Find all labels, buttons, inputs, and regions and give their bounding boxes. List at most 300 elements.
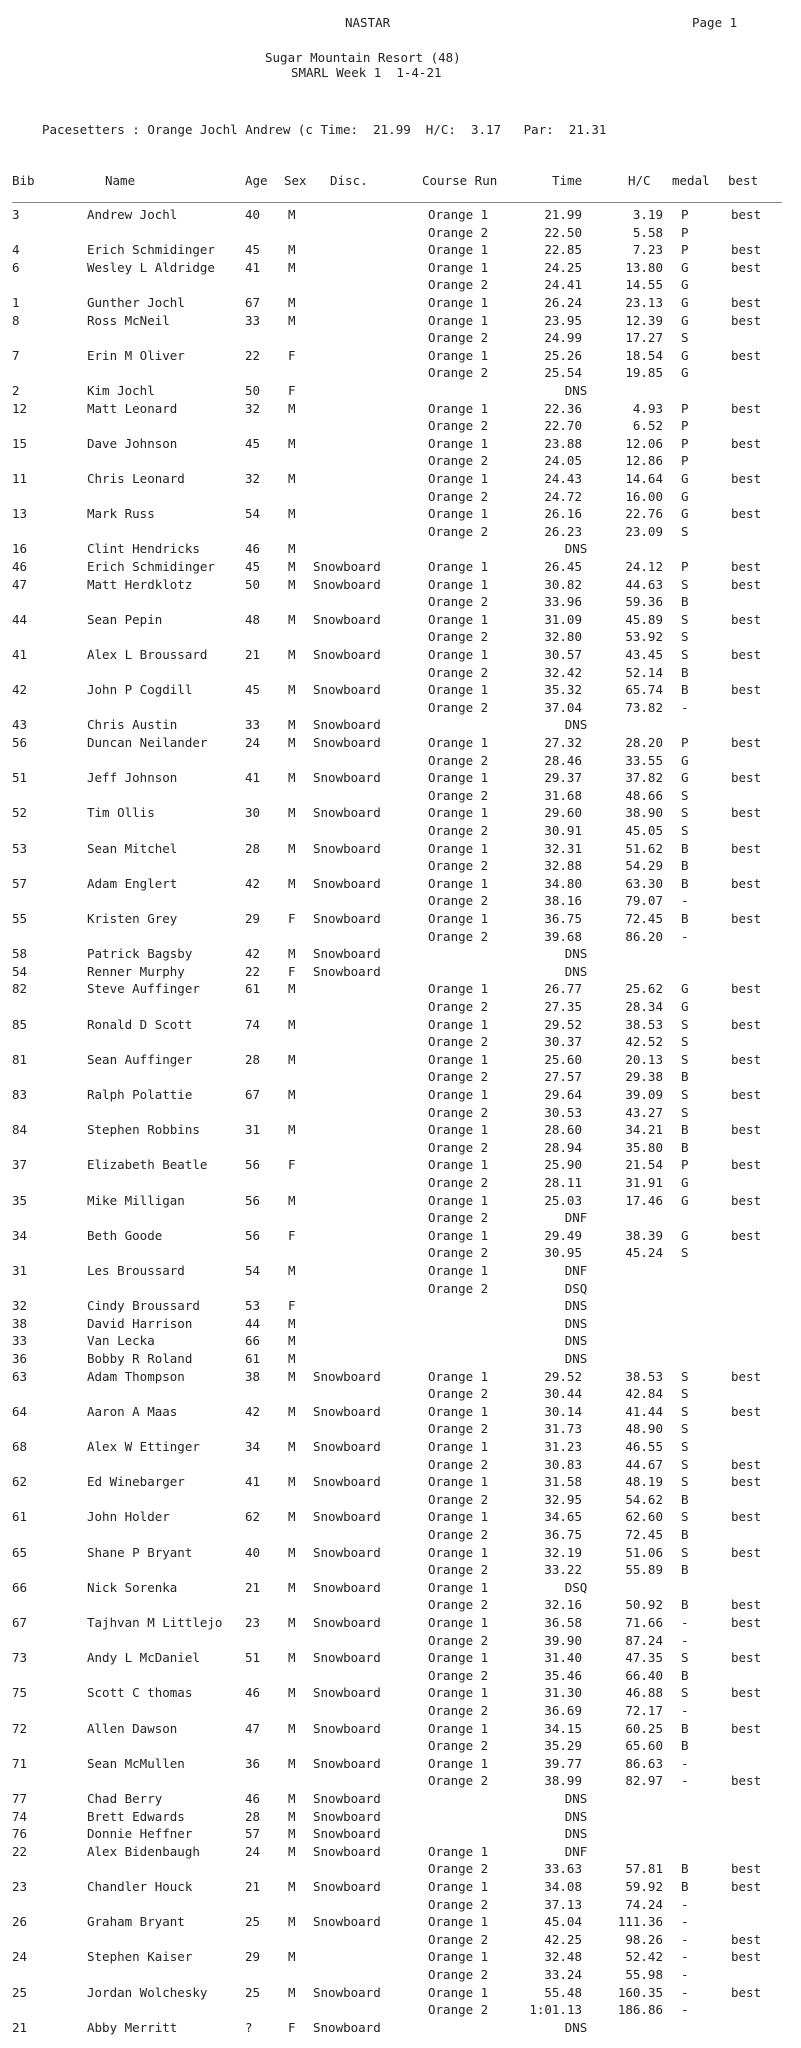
best-cell: best xyxy=(731,1931,762,1947)
handicap-cell: 46.55 xyxy=(625,1439,663,1454)
name-cell: Renner Murphy xyxy=(87,963,185,979)
course-run-cell: Orange 2 xyxy=(428,224,489,240)
sex-cell: M xyxy=(288,295,296,310)
handicap-cell: 186.86 xyxy=(617,2002,663,2018)
age-cell: 56 xyxy=(245,1227,261,1243)
time-cell: 39.68 xyxy=(544,928,582,944)
handicap-cell: 17.27 xyxy=(625,330,663,346)
sex-cell: M xyxy=(288,435,296,451)
name-cell: Ross McNeil xyxy=(87,312,170,328)
name-cell: John P Cogdill xyxy=(87,682,193,698)
name-cell: Brett Edwards xyxy=(87,1808,185,1824)
bib-cell: 85 xyxy=(12,1016,28,1032)
time-cell: 36.75 xyxy=(544,1527,582,1542)
medal-cell: S xyxy=(681,1421,689,1437)
handicap-cell: 18.54 xyxy=(625,347,663,363)
time-cell: 26.24 xyxy=(544,295,582,310)
time-cell: 38.16 xyxy=(544,893,582,909)
handicap-cell: 86.63 xyxy=(625,1755,663,1771)
sex-cell: M xyxy=(288,400,296,416)
name-cell: Wesley L Aldridge xyxy=(87,259,215,275)
time-cell: 29.37 xyxy=(544,770,582,786)
course-run-cell: Orange 1 xyxy=(428,1650,489,1666)
bib-cell: 63 xyxy=(12,1368,28,1384)
best-cell: best xyxy=(731,805,762,821)
best-cell: best xyxy=(731,875,762,891)
sex-cell: F xyxy=(288,1298,296,1314)
discipline-cell: Snowboard xyxy=(313,1791,381,1806)
course-run-cell: Orange 2 xyxy=(428,594,489,610)
best-cell: best xyxy=(731,1949,762,1965)
time-cell: 22.85 xyxy=(544,242,582,258)
discipline-cell: Snowboard xyxy=(313,1826,381,1842)
col-header-disc: Disc. xyxy=(330,173,368,188)
handicap-cell: 35.80 xyxy=(625,1139,663,1155)
medal-cell: S xyxy=(681,1386,689,1402)
time-cell: 32.80 xyxy=(544,629,582,645)
handicap-cell: 54.62 xyxy=(625,1491,663,1507)
bib-cell: 8 xyxy=(12,312,20,328)
col-header-bib: Bib xyxy=(12,173,35,188)
handicap-cell: 12.39 xyxy=(625,312,663,328)
name-cell: Sean Mitchel xyxy=(87,840,178,856)
best-cell: best xyxy=(731,1544,762,1560)
best-cell: best xyxy=(731,506,762,522)
bib-cell: 31 xyxy=(12,1263,28,1278)
handicap-cell: 111.36 xyxy=(617,1914,663,1930)
handicap-cell: 63.30 xyxy=(625,875,663,891)
handicap-cell: 24.12 xyxy=(625,559,663,574)
age-cell: 62 xyxy=(245,1509,261,1525)
course-run-cell: Orange 2 xyxy=(428,1034,489,1050)
course-run-cell: Orange 2 xyxy=(428,1280,489,1296)
course-run-cell: Orange 1 xyxy=(428,1579,489,1595)
course-run-cell: Orange 1 xyxy=(428,295,489,310)
sex-cell: M xyxy=(288,875,296,891)
sex-cell: M xyxy=(288,559,296,574)
medal-cell: G xyxy=(681,471,689,486)
name-cell: John Holder xyxy=(87,1509,170,1525)
age-cell: 45 xyxy=(245,559,261,574)
age-cell: 47 xyxy=(245,1720,261,1736)
best-cell: best xyxy=(731,242,762,258)
medal-cell: S xyxy=(681,1368,689,1384)
name-cell: Erich Schmidinger xyxy=(87,559,215,574)
course-run-cell: Orange 1 xyxy=(428,611,489,627)
bib-cell: 77 xyxy=(12,1791,28,1806)
sex-cell: M xyxy=(288,1439,296,1454)
discipline-cell: Snowboard xyxy=(313,647,381,662)
age-cell: 51 xyxy=(245,1650,261,1666)
time-cell: 34.80 xyxy=(544,875,582,891)
medal-cell: B xyxy=(681,1597,689,1613)
medal-cell: G xyxy=(681,999,689,1014)
bib-cell: 26 xyxy=(12,1914,28,1930)
discipline-cell: Snowboard xyxy=(313,1509,381,1525)
medal-cell: G xyxy=(681,295,689,310)
medal-cell: G xyxy=(681,365,689,381)
col-header-hc: H/C xyxy=(628,173,651,188)
name-cell: Les Broussard xyxy=(87,1263,185,1278)
age-cell: 50 xyxy=(245,383,261,398)
time-cell: 29.60 xyxy=(544,805,582,821)
best-cell: best xyxy=(731,1685,762,1701)
handicap-cell: 19.85 xyxy=(625,365,663,381)
best-cell: best xyxy=(731,1368,762,1384)
discipline-cell: Snowboard xyxy=(313,1579,381,1595)
course-run-cell: Orange 2 xyxy=(428,1703,489,1718)
best-cell: best xyxy=(731,435,762,451)
name-cell: Clint Hendricks xyxy=(87,541,200,557)
age-cell: 42 xyxy=(245,946,261,962)
age-cell: 46 xyxy=(245,1685,261,1701)
course-run-cell: Orange 2 xyxy=(428,1245,489,1261)
time-cell: 28.11 xyxy=(544,1175,582,1190)
medal-cell: S xyxy=(681,787,689,803)
handicap-cell: 12.86 xyxy=(625,453,663,469)
time-cell: 34.15 xyxy=(544,1720,582,1736)
age-cell: 32 xyxy=(245,471,261,486)
medal-cell: - xyxy=(681,1896,689,1912)
handicap-cell: 44.63 xyxy=(625,576,663,592)
discipline-cell: Snowboard xyxy=(313,2019,381,2035)
name-cell: David Harrison xyxy=(87,1315,193,1331)
best-cell: best xyxy=(731,1122,762,1138)
medal-cell: P xyxy=(681,1157,689,1173)
age-cell: 40 xyxy=(245,207,261,222)
org-title: NASTAR xyxy=(345,15,391,30)
medal-cell: S xyxy=(681,1544,689,1560)
discipline-cell: Snowboard xyxy=(313,1368,381,1384)
name-cell: Abby Merritt xyxy=(87,2019,178,2035)
course-run-cell: Orange 1 xyxy=(428,259,489,275)
name-cell: Alex Bidenbaugh xyxy=(87,1843,200,1859)
time-cell: 21.99 xyxy=(544,207,582,222)
handicap-cell: 41.44 xyxy=(625,1403,663,1419)
bib-cell: 2 xyxy=(12,383,20,398)
medal-cell: G xyxy=(681,259,689,275)
time-cell: 33.24 xyxy=(544,1967,582,1982)
status-cell: DNS xyxy=(564,1826,588,1842)
time-cell: 35.29 xyxy=(544,1738,582,1754)
course-run-cell: Orange 1 xyxy=(428,559,489,574)
medal-cell: B xyxy=(681,1122,689,1138)
handicap-cell: 87.24 xyxy=(625,1632,663,1648)
medal-cell: P xyxy=(681,224,689,240)
course-run-cell: Orange 1 xyxy=(428,1122,489,1138)
time-cell: 31.40 xyxy=(544,1650,582,1666)
bib-cell: 13 xyxy=(12,506,28,522)
medal-cell: S xyxy=(681,330,689,346)
sex-cell: M xyxy=(288,770,296,786)
time-cell: 32.95 xyxy=(544,1491,582,1507)
time-cell: 30.83 xyxy=(544,1456,582,1472)
course-run-cell: Orange 1 xyxy=(428,735,489,750)
sex-cell: M xyxy=(288,946,296,962)
name-cell: Kristen Grey xyxy=(87,911,178,926)
medal-cell: B xyxy=(681,682,689,698)
bib-cell: 53 xyxy=(12,840,28,856)
course-run-cell: Orange 1 xyxy=(428,1984,489,2000)
course-run-cell: Orange 2 xyxy=(428,858,489,874)
age-cell: 61 xyxy=(245,1351,261,1366)
page-number: Page 1 xyxy=(692,15,738,30)
name-cell: Duncan Neilander xyxy=(87,735,208,750)
course-run-cell: Orange 1 xyxy=(428,1192,489,1208)
name-cell: Ralph Polattie xyxy=(87,1087,193,1102)
time-cell: 30.37 xyxy=(544,1034,582,1050)
age-cell: 41 xyxy=(245,1474,261,1490)
medal-cell: S xyxy=(681,1509,689,1525)
medal-cell: S xyxy=(681,1087,689,1102)
discipline-cell: Snowboard xyxy=(313,1403,381,1419)
status-cell: DNS xyxy=(564,383,588,398)
sex-cell: M xyxy=(288,1843,296,1859)
status-cell: DSQ xyxy=(564,1280,588,1296)
bib-cell: 56 xyxy=(12,735,28,750)
bib-cell: 38 xyxy=(12,1315,28,1331)
bib-cell: 58 xyxy=(12,946,28,962)
course-run-cell: Orange 1 xyxy=(428,1016,489,1032)
handicap-cell: 21.54 xyxy=(625,1157,663,1173)
status-cell: DNS xyxy=(564,946,588,962)
age-cell: 42 xyxy=(245,1403,261,1419)
bib-cell: 24 xyxy=(12,1949,28,1965)
medal-cell: S xyxy=(681,1456,689,1472)
age-cell: 45 xyxy=(245,682,261,698)
name-cell: Kim Jochl xyxy=(87,383,155,398)
handicap-cell: 42.84 xyxy=(625,1386,663,1402)
sex-cell: M xyxy=(288,1808,296,1824)
medal-cell: S xyxy=(681,611,689,627)
name-cell: Erin M Oliver xyxy=(87,347,185,363)
handicap-cell: 74.24 xyxy=(625,1896,663,1912)
sex-cell: M xyxy=(288,1192,296,1208)
sex-cell: M xyxy=(288,1333,296,1349)
medal-cell: B xyxy=(681,840,689,856)
name-cell: Andy L McDaniel xyxy=(87,1650,200,1666)
sex-cell: M xyxy=(288,576,296,592)
course-run-cell: Orange 2 xyxy=(428,787,489,803)
name-cell: Graham Bryant xyxy=(87,1914,185,1930)
course-run-cell: Orange 2 xyxy=(428,1069,489,1085)
best-cell: best xyxy=(731,347,762,363)
course-run-cell: Orange 2 xyxy=(428,999,489,1014)
status-cell: DSQ xyxy=(564,1579,588,1595)
name-cell: Steve Auffinger xyxy=(87,981,200,997)
bib-cell: 62 xyxy=(12,1474,28,1490)
course-run-cell: Orange 2 xyxy=(428,1421,489,1437)
age-cell: 33 xyxy=(245,717,261,733)
bib-cell: 15 xyxy=(12,435,28,451)
time-cell: 26.23 xyxy=(544,523,582,539)
medal-cell: S xyxy=(681,1439,689,1454)
course-run-cell: Orange 1 xyxy=(428,647,489,662)
course-run-cell: Orange 2 xyxy=(428,752,489,768)
handicap-cell: 38.53 xyxy=(625,1368,663,1384)
time-cell: 25.60 xyxy=(544,1051,582,1067)
medal-cell: B xyxy=(681,1069,689,1085)
course-run-cell: Orange 1 xyxy=(428,911,489,926)
best-cell: best xyxy=(731,1087,762,1102)
name-cell: Mark Russ xyxy=(87,506,155,522)
handicap-cell: 43.45 xyxy=(625,647,663,662)
medal-cell: S xyxy=(681,1016,689,1032)
status-cell: DNS xyxy=(564,2019,588,2035)
time-cell: 30.44 xyxy=(544,1386,582,1402)
handicap-cell: 73.82 xyxy=(625,699,663,715)
time-cell: 31.73 xyxy=(544,1421,582,1437)
course-run-cell: Orange 2 xyxy=(428,1861,489,1877)
medal-cell: G xyxy=(681,770,689,786)
medal-cell: S xyxy=(681,1245,689,1261)
discipline-cell: Snowboard xyxy=(313,1615,381,1630)
bib-cell: 16 xyxy=(12,541,28,557)
handicap-cell: 38.39 xyxy=(625,1227,663,1243)
bib-cell: 43 xyxy=(12,717,28,733)
medal-cell: G xyxy=(681,347,689,363)
medal-cell: P xyxy=(681,735,689,750)
course-run-cell: Orange 2 xyxy=(428,2002,489,2018)
handicap-cell: 17.46 xyxy=(625,1192,663,1208)
sex-cell: M xyxy=(288,735,296,750)
col-header-best: best xyxy=(728,173,759,188)
handicap-cell: 54.29 xyxy=(625,858,663,874)
best-cell: best xyxy=(731,1984,762,2000)
discipline-cell: Snowboard xyxy=(313,1755,381,1771)
course-run-cell: Orange 1 xyxy=(428,1914,489,1930)
discipline-cell: Snowboard xyxy=(313,1544,381,1560)
best-cell: best xyxy=(731,1016,762,1032)
medal-cell: B xyxy=(681,1667,689,1683)
age-cell: 24 xyxy=(245,735,261,750)
discipline-cell: Snowboard xyxy=(313,1984,381,2000)
course-run-cell: Orange 1 xyxy=(428,1439,489,1454)
age-cell: 28 xyxy=(245,1051,261,1067)
handicap-cell: 28.34 xyxy=(625,999,663,1014)
time-cell: 30.53 xyxy=(544,1104,582,1120)
course-run-cell: Orange 1 xyxy=(428,207,489,222)
time-cell: 31.23 xyxy=(544,1439,582,1454)
name-cell: Andrew Jochl xyxy=(87,207,178,222)
medal-cell: B xyxy=(681,911,689,926)
handicap-cell: 14.55 xyxy=(625,277,663,293)
handicap-cell: 7.23 xyxy=(632,242,663,258)
sex-cell: M xyxy=(288,1755,296,1771)
time-cell: 26.16 xyxy=(544,506,582,522)
age-cell: 36 xyxy=(245,1755,261,1771)
time-cell: 25.26 xyxy=(544,347,582,363)
handicap-cell: 39.09 xyxy=(625,1087,663,1102)
handicap-cell: 45.24 xyxy=(625,1245,663,1261)
age-cell: 31 xyxy=(245,1122,261,1138)
bib-cell: 23 xyxy=(12,1879,28,1894)
age-cell: 61 xyxy=(245,981,261,997)
course-run-cell: Orange 1 xyxy=(428,1685,489,1701)
discipline-cell: Snowboard xyxy=(313,735,381,750)
medal-cell: S xyxy=(681,1403,689,1419)
status-cell: DNS xyxy=(564,963,588,979)
bib-cell: 47 xyxy=(12,576,28,592)
handicap-cell: 3.19 xyxy=(632,207,663,222)
course-run-cell: Orange 1 xyxy=(428,1879,489,1894)
medal-cell: S xyxy=(681,576,689,592)
medal-cell: S xyxy=(681,823,689,838)
course-run-cell: Orange 1 xyxy=(428,1544,489,1560)
name-cell: Stephen Kaiser xyxy=(87,1949,193,1965)
course-run-cell: Orange 1 xyxy=(428,770,489,786)
time-cell: 33.22 xyxy=(544,1562,582,1578)
discipline-cell: Snowboard xyxy=(313,875,381,891)
medal-cell: S xyxy=(681,1051,689,1067)
course-run-cell: Orange 1 xyxy=(428,312,489,328)
sex-cell: M xyxy=(288,1403,296,1419)
bib-cell: 65 xyxy=(12,1544,28,1560)
course-run-cell: Orange 2 xyxy=(428,699,489,715)
best-cell: best xyxy=(731,295,762,310)
course-run-cell: Orange 2 xyxy=(428,330,489,346)
col-header-age: Age xyxy=(245,173,268,188)
status-cell: DNS xyxy=(564,1351,588,1366)
name-cell: Chandler Houck xyxy=(87,1879,193,1894)
sex-cell: M xyxy=(288,1263,296,1278)
medal-cell: B xyxy=(681,1861,689,1877)
discipline-cell: Snowboard xyxy=(313,611,381,627)
time-cell: 34.08 xyxy=(544,1879,582,1894)
course-run-cell: Orange 2 xyxy=(428,1738,489,1754)
handicap-cell: 72.17 xyxy=(625,1703,663,1718)
sex-cell: M xyxy=(288,1791,296,1806)
time-cell: 31.58 xyxy=(544,1474,582,1490)
time-cell: 32.42 xyxy=(544,664,582,680)
best-cell: best xyxy=(731,1879,762,1894)
time-cell: 32.48 xyxy=(544,1949,582,1965)
time-cell: 30.57 xyxy=(544,647,582,662)
best-cell: best xyxy=(731,1509,762,1525)
best-cell: best xyxy=(731,981,762,997)
handicap-cell: 37.82 xyxy=(625,770,663,786)
age-cell: 21 xyxy=(245,1579,261,1595)
course-run-cell: Orange 1 xyxy=(428,1227,489,1243)
status-cell: DNS xyxy=(564,1808,588,1824)
sex-cell: M xyxy=(288,1474,296,1490)
medal-cell: - xyxy=(681,2002,689,2018)
handicap-cell: 53.92 xyxy=(625,629,663,645)
course-run-cell: Orange 2 xyxy=(428,453,489,469)
handicap-cell: 13.80 xyxy=(625,259,663,275)
age-cell: 21 xyxy=(245,1879,261,1894)
age-cell: 40 xyxy=(245,1544,261,1560)
medal-cell: B xyxy=(681,1879,689,1894)
course-run-cell: Orange 1 xyxy=(428,1368,489,1384)
status-cell: DNS xyxy=(564,1298,588,1314)
name-cell: Beth Goode xyxy=(87,1227,163,1243)
best-cell: best xyxy=(731,735,762,750)
sex-cell: M xyxy=(288,805,296,821)
best-cell: best xyxy=(731,207,762,222)
sex-cell: M xyxy=(288,1368,296,1384)
handicap-cell: 20.13 xyxy=(625,1051,663,1067)
time-cell: 32.31 xyxy=(544,840,582,856)
handicap-cell: 62.60 xyxy=(625,1509,663,1525)
name-cell: Adam Englert xyxy=(87,875,178,891)
handicap-cell: 98.26 xyxy=(625,1931,663,1947)
bib-cell: 81 xyxy=(12,1051,28,1067)
col-header-time: Time xyxy=(552,173,583,188)
bib-cell: 76 xyxy=(12,1826,28,1842)
bib-cell: 57 xyxy=(12,875,28,891)
handicap-cell: 66.40 xyxy=(625,1667,663,1683)
